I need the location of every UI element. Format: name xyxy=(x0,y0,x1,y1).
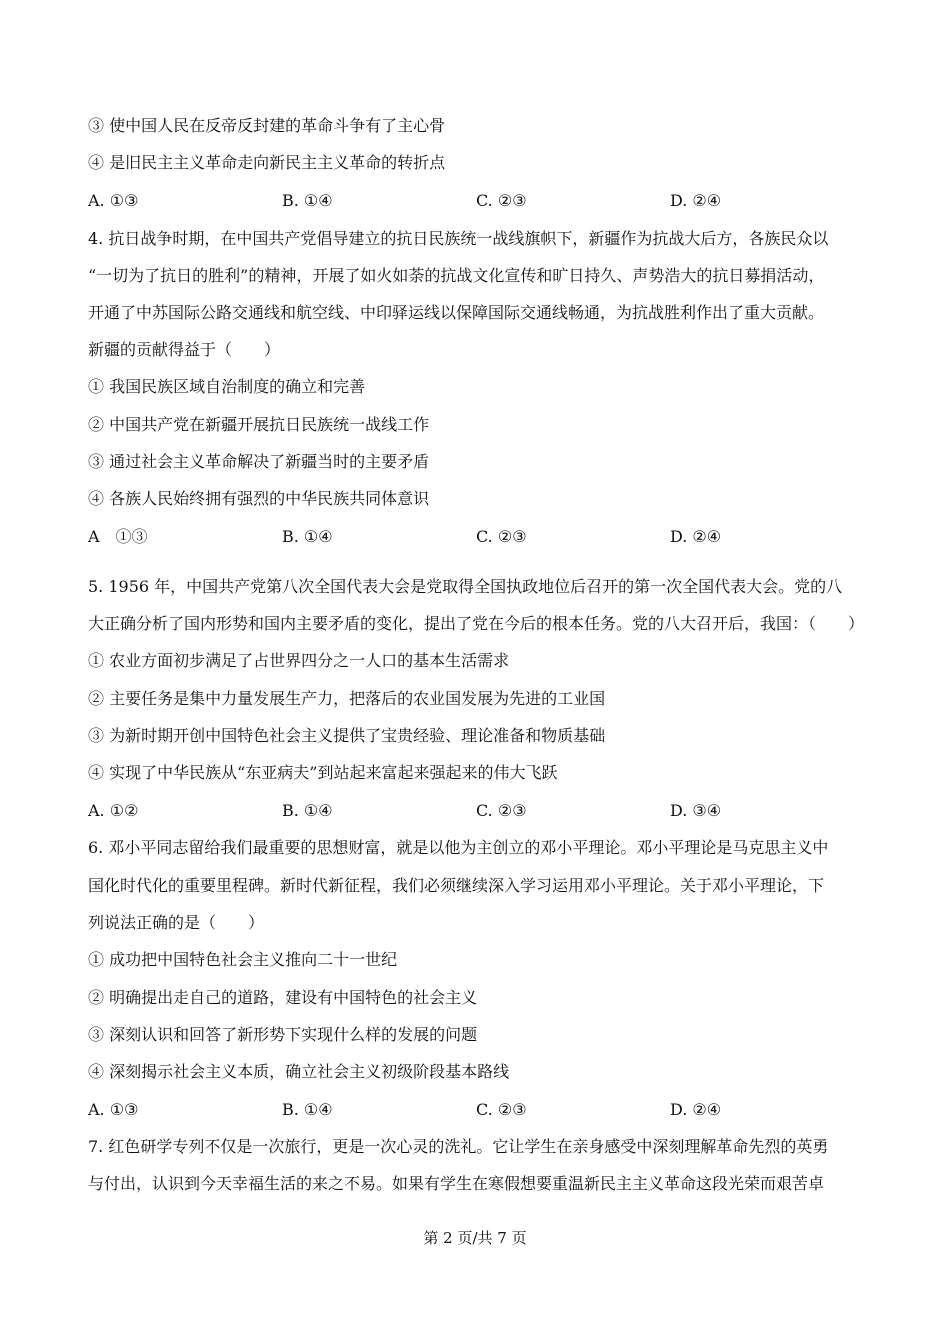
q5-choice-4: ④ 实现了中华民族从“东亚病夫”到站起来富起来强起来的伟大飞跃 xyxy=(88,763,558,782)
q4-stem-line-3: 开通了中苏国际公路交通线和航空线、中印驿运线以保障国际交通线畅通，为抗战胜利作出了重大贡献。 xyxy=(88,303,825,322)
q6-choice-2: ② 明确提出走自己的道路，建设有中国特色的社会主义 xyxy=(88,988,478,1007)
q6-option-a: A. ①③ xyxy=(88,1100,139,1119)
q3-choice-4: ④ 是旧民主主义革命走向新民主主义革命的转折点 xyxy=(88,153,446,172)
q4-choice-2: ② 中国共产党在新疆开展抗日民族统一战线工作 xyxy=(88,415,430,434)
q4-option-b: B. ①④ xyxy=(282,527,333,546)
q4-option-c: C. ②③ xyxy=(476,527,527,546)
q3-option-c: C. ②③ xyxy=(476,191,527,210)
q4-option-d: D. ②④ xyxy=(670,527,722,546)
q5-option-b: B. ①④ xyxy=(282,801,333,820)
q6-choice-3: ③ 深刻认识和回答了新形势下实现什么样的发展的问题 xyxy=(88,1025,478,1044)
q6-option-d: D. ②④ xyxy=(670,1100,722,1119)
q5-choice-1: ① 农业方面初步满足了占世界四分之一人口的基本生活需求 xyxy=(88,651,510,670)
q4-stem-line-2: “一切为了抗日的胜利”的精神，开展了如火如荼的抗战文化宣传和旷日持久、声势浩大的抗日募捐活动， xyxy=(88,266,825,285)
q6-stem-line-1: 6. 邓小平同志留给我们最重要的思想财富，就是以他为主创立的邓小平理论。邓小平理论是马克思主义中 xyxy=(88,838,829,857)
q4-choice-1: ① 我国民族区域自治制度的确立和完善 xyxy=(88,377,366,396)
q6-option-c: C. ②③ xyxy=(476,1100,527,1119)
q5-stem-line-2: 大正确分析了国内形势和国内主要矛盾的变化，提出了党在今后的根本任务。党的八大召开后，我国：（ ） xyxy=(88,614,865,633)
q3-option-b: B. ①④ xyxy=(282,191,333,210)
q6-choice-1: ① 成功把中国特色社会主义推向二十一世纪 xyxy=(88,950,398,969)
q4-choice-4: ④ 各族人民始终拥有强烈的中华民族共同体意识 xyxy=(88,489,430,508)
q4-stem-line-1: 4. 抗日战争时期，在中国共产党倡导建立的抗日民族统一战线旗帜下，新疆作为抗战大后方，各族民众以 xyxy=(88,229,829,248)
q3-choice-3: ③ 使中国人民在反帝反封建的革命斗争有了主心骨 xyxy=(88,116,446,135)
q5-choice-2: ② 主要任务是集中力量发展生产力，把落后的农业国发展为先进的工业国 xyxy=(88,689,606,708)
q4-option-a: A ①③ xyxy=(88,527,148,546)
page-number: 第 2 页/共 7 页 xyxy=(423,1229,527,1247)
q5-choice-3: ③ 为新时期开创中国特色社会主义提供了宝贵经验、理论准备和物质基础 xyxy=(88,726,606,745)
q5-option-a: A. ①② xyxy=(88,801,139,820)
q6-stem-line-2: 国化时代化的重要里程碑。新时代新征程，我们必须继续深入学习运用邓小平理论。关于邓小平理论，下 xyxy=(88,876,825,895)
q6-option-b: B. ①④ xyxy=(282,1100,333,1119)
q7-stem-line-1: 7. 红色研学专列不仅是一次旅行，更是一次心灵的洗礼。它让学生在亲身感受中深刻理解革命先烈的英勇 xyxy=(88,1137,829,1156)
q3-option-a: A. ①③ xyxy=(88,191,139,210)
q6-choice-4: ④ 深刻揭示社会主义本质，确立社会主义初级阶段基本路线 xyxy=(88,1062,510,1081)
q5-option-d: D. ③④ xyxy=(670,801,722,820)
q4-choice-3: ③ 通过社会主义革命解决了新疆当时的主要矛盾 xyxy=(88,452,430,471)
q4-stem-line-4: 新疆的贡献得益于（ ） xyxy=(88,340,281,359)
q6-stem-line-3: 列说法正确的是（ ） xyxy=(88,913,265,932)
q7-stem-line-2: 与付出，认识到今天幸福生活的来之不易。如果有学生在寒假想要重温新民主主义革命这段光荣而艰苦卓 xyxy=(88,1174,825,1193)
q5-option-c: C. ②③ xyxy=(476,801,527,820)
q3-option-d: D. ②④ xyxy=(670,191,722,210)
q5-stem-line-1: 5. 1956 年，中国共产党第八次全国代表大会是党取得全国执政地位后召开的第一次全国代表大会。党的八 xyxy=(88,577,843,596)
